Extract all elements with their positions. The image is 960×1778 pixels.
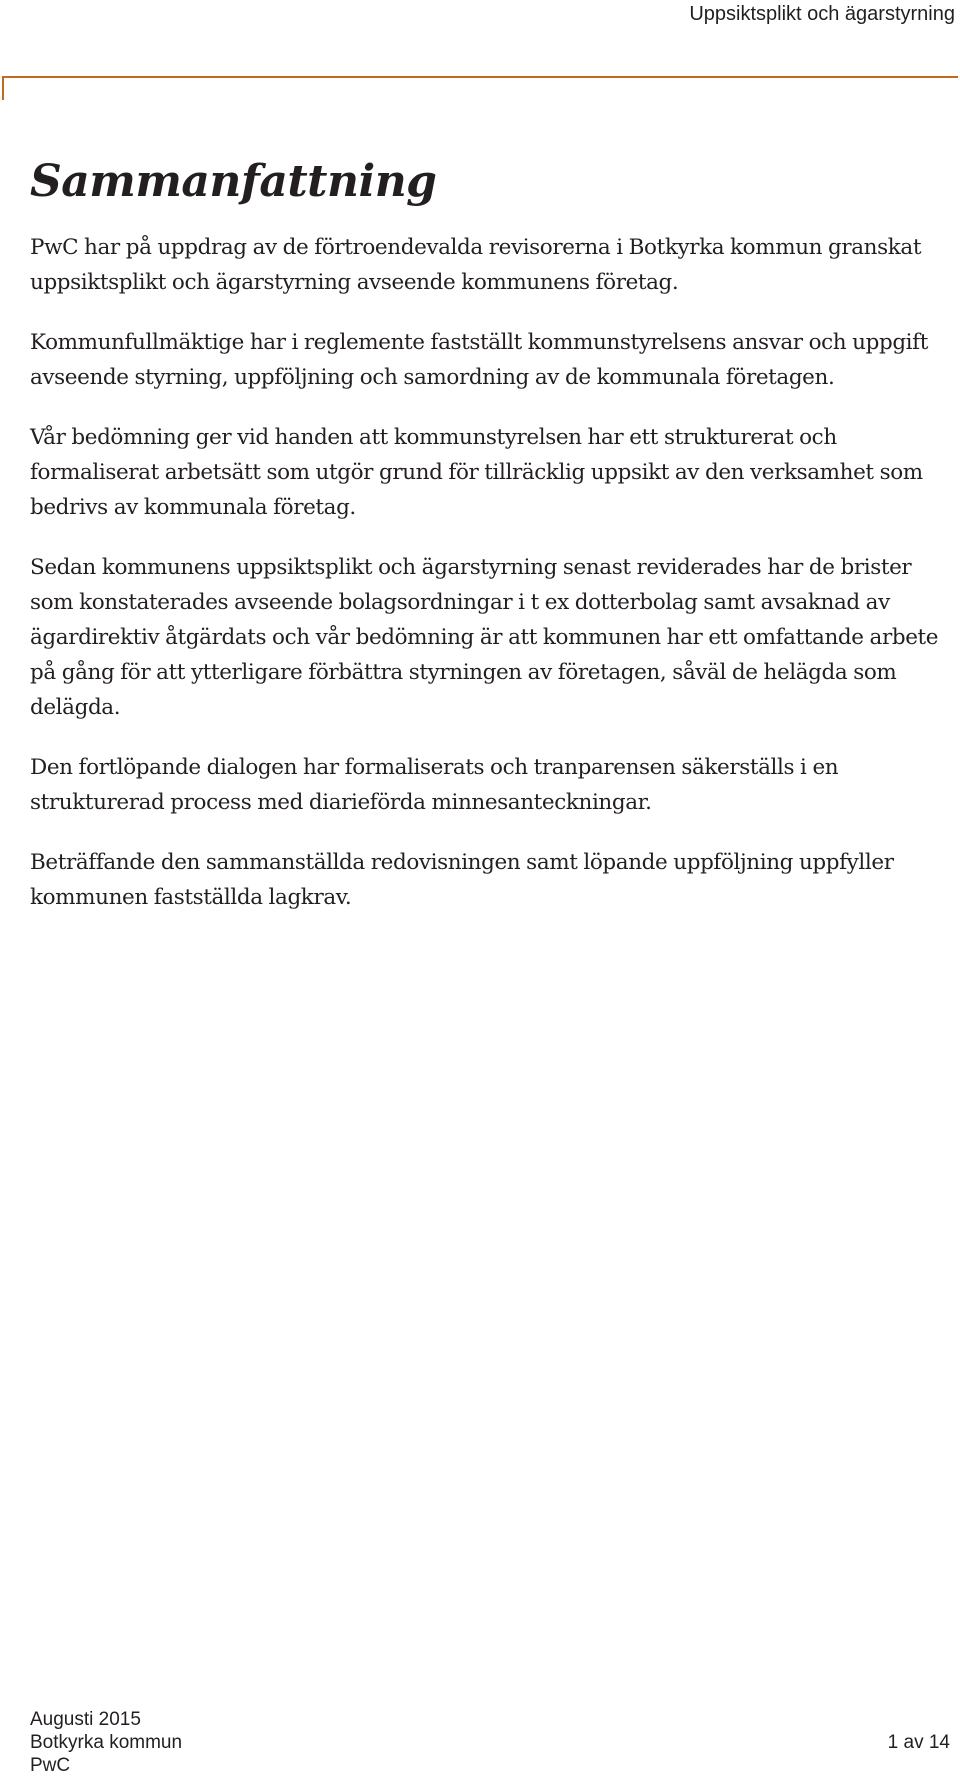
page-footer: [30, 1708, 950, 1777]
footer-author: PwC: [30, 1755, 71, 1776]
paragraph-regulation: Kommunfullmäktige har i reglemente fastställt kommunstyrelsens ansvar och uppgift avseende styrning, uppföljning och samordning av de kommunala företagen.: [30, 330, 928, 390]
paragraph-assessment: Vår bedömning ger vid handen att kommunstyrelsen har ett strukturerat och formaliserat arbetsätt som utgör grund för tillräcklig uppsikt av den verksamhet som bedrivs av kommunala företag.: [30, 425, 923, 520]
paragraph-reporting: Beträffande den sammanställda redovisningen samt löpande uppföljning uppfyller kommunen fastställda lagkrav.: [30, 850, 894, 910]
footer-date-line: [30, 1708, 950, 1731]
running-header-title: Uppsiktsplikt och ägarstyrning: [689, 3, 955, 25]
footer-organization: Botkyrka kommun: [30, 1732, 183, 1753]
paragraph-dialogue: Den fortlöpande dialogen har formaliserats och tranparensen säkerställs i en strukturerad process med diarieförda minnesanteckningar.: [30, 755, 839, 815]
footer-date: Augusti 2015: [30, 1709, 141, 1730]
header-rule: [2, 76, 958, 78]
page-title: Sammanfattning: [30, 156, 437, 207]
paragraph-revision: Sedan kommunens uppsiktsplikt och ägarstyrning senast reviderades har de brister som konstaterades avseende bolagsordningar i t ex dotterbolag samt avsaknad av ägardirektiv åtgärdats och vår bedömning är att kommunen har ett omfattande arbete på gång för att ytterligare förbättra styrningen av företagen, såväl de helägda som delägda.: [30, 555, 939, 720]
document-body: [30, 152, 960, 915]
footer-author-line: [30, 1754, 950, 1777]
paragraph-assignment: PwC har på uppdrag av de förtroendevalda revisorerna i Botkyrka kommun granskat uppsiktsplikt och ägarstyrning avseende kommunens företag.: [30, 235, 922, 295]
header-rule-tick: [2, 76, 4, 100]
page-number: 1 av 14: [887, 1732, 950, 1753]
footer-organization-line: [30, 1731, 950, 1754]
